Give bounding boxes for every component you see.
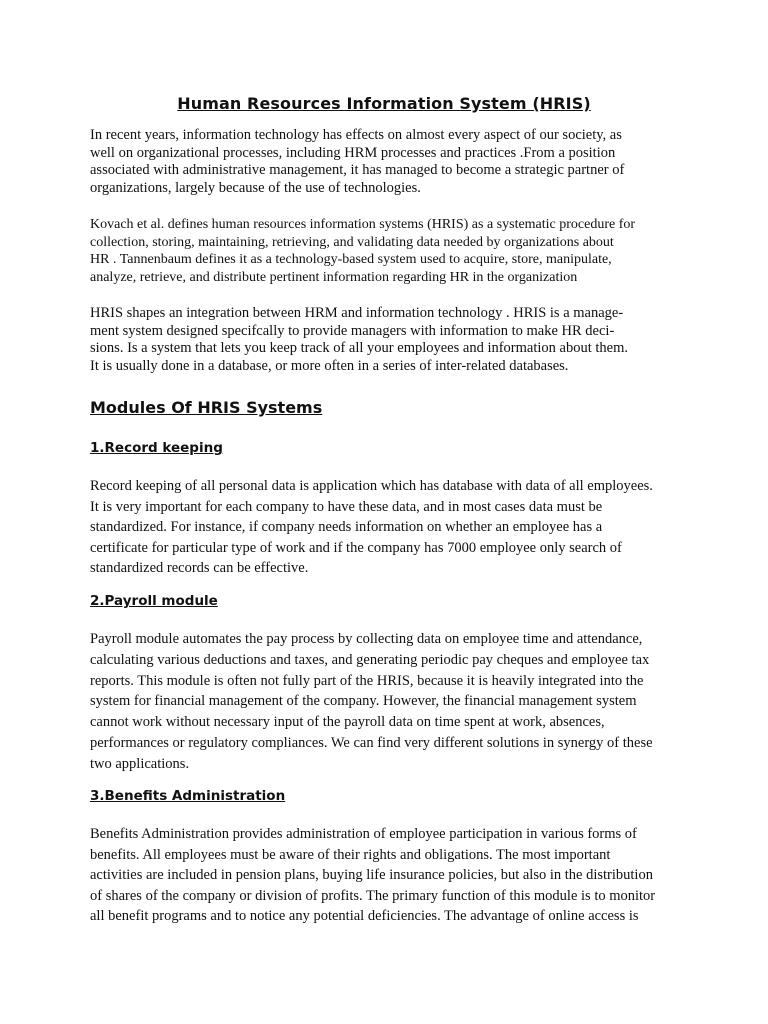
- paragraph-line: In recent years, information technology has effects on almost every aspect of our society, as: [90, 127, 622, 143]
- paragraph-line: associated with administrative management, it has managed to become a strategic partner of: [90, 162, 625, 179]
- paragraph-line: two applications.: [90, 755, 190, 772]
- paragraph-line: HRIS shapes an integration between HRM and information technology . HRIS is a manage-: [90, 305, 624, 321]
- paragraph-line: standardized. For instance, if company needs information on whether an employee has a: [90, 519, 603, 536]
- section-heading-payroll: 2.Payroll module: [90, 593, 218, 609]
- benefits-paragraph: [90, 824, 690, 927]
- paragraph-line: analyze, retrieve, and distribute pertinent information regarding HR in the organization: [90, 269, 578, 285]
- paragraph-line: cannot work without necessary input of the payroll data on time spent at work, absences,: [90, 714, 605, 731]
- paragraph-line: Benefits Administration provides administration of employee participation in various forms of: [90, 826, 637, 842]
- paragraph-line: performances or regulatory compliances. We can find very different solutions in synergy of these: [90, 734, 653, 751]
- paragraph-line: ment system designed specifcally to provide managers with information to make HR deci-: [90, 322, 615, 339]
- paragraph-line: organizations, largely because of the use of technologies.: [90, 180, 421, 197]
- integration-paragraph: [90, 305, 690, 376]
- paragraph-line: sions. Is a system that lets you keep track of all your employees and information about them.: [90, 340, 628, 357]
- modules-heading: Modules Of HRIS Systems: [90, 398, 323, 417]
- paragraph-line: of shares of the company or division of profits. The primary function of this module is to monitor: [90, 887, 656, 904]
- payroll-paragraph: [90, 629, 690, 775]
- paragraph-line: Record keeping of all personal data is application which has database with data of all employees.: [90, 478, 653, 494]
- document-title: Human Resources Information System (HRIS): [177, 94, 591, 113]
- section-heading-record-keeping: 1.Record keeping: [90, 440, 223, 456]
- paragraph-line: all benefit programs and to notice any potential deficiencies. The advantage of online access is: [90, 908, 639, 925]
- paragraph-line: well on organizational processes, including HRM processes and practices .From a position: [90, 144, 616, 161]
- record-keeping-paragraph: [90, 476, 690, 579]
- paragraph-line: standardized records can be effective.: [90, 560, 309, 577]
- paragraph-line: certificate for particular type of work and if the company has 7000 employee only search of: [90, 539, 622, 556]
- paragraph-line: It is usually done in a database, or more often in a series of inter-related databases.: [90, 358, 569, 375]
- paragraph-line: Kovach et al. defines human resources information systems (HRIS) as a systematic procedure for: [90, 217, 636, 232]
- paragraph-line: HR . Tannenbaum defines it as a technology-based system used to acquire, store, manipulate,: [90, 252, 612, 268]
- paragraph-line: system for financial management of the company. However, the financial management system: [90, 693, 637, 710]
- paragraph-line: activities are included in pension plans, buying life insurance policies, but also in the distribution: [90, 867, 653, 884]
- paragraph-line: It is very important for each company to have these data, and in most cases data must be: [90, 498, 603, 515]
- paragraph-line: calculating various deductions and taxes, and generating periodic pay cheques and employee tax: [90, 651, 650, 668]
- paragraph-line: reports. This module is often not fully part of the HRIS, because it is heavily integrated into the: [90, 672, 644, 689]
- paragraph-line: collection, storing, maintaining, retrieving, and validating data needed by organizations about: [90, 234, 614, 250]
- section-heading-benefits: 3.Benefits Administration: [90, 788, 286, 804]
- paragraph-line: Payroll module automates the pay process by collecting data on employee time and attendance,: [90, 631, 643, 647]
- intro-paragraph: [90, 127, 690, 198]
- paragraph-line: benefits. All employees must be aware of their rights and obligations. The most important: [90, 846, 611, 863]
- definitions-paragraph: [90, 216, 690, 286]
